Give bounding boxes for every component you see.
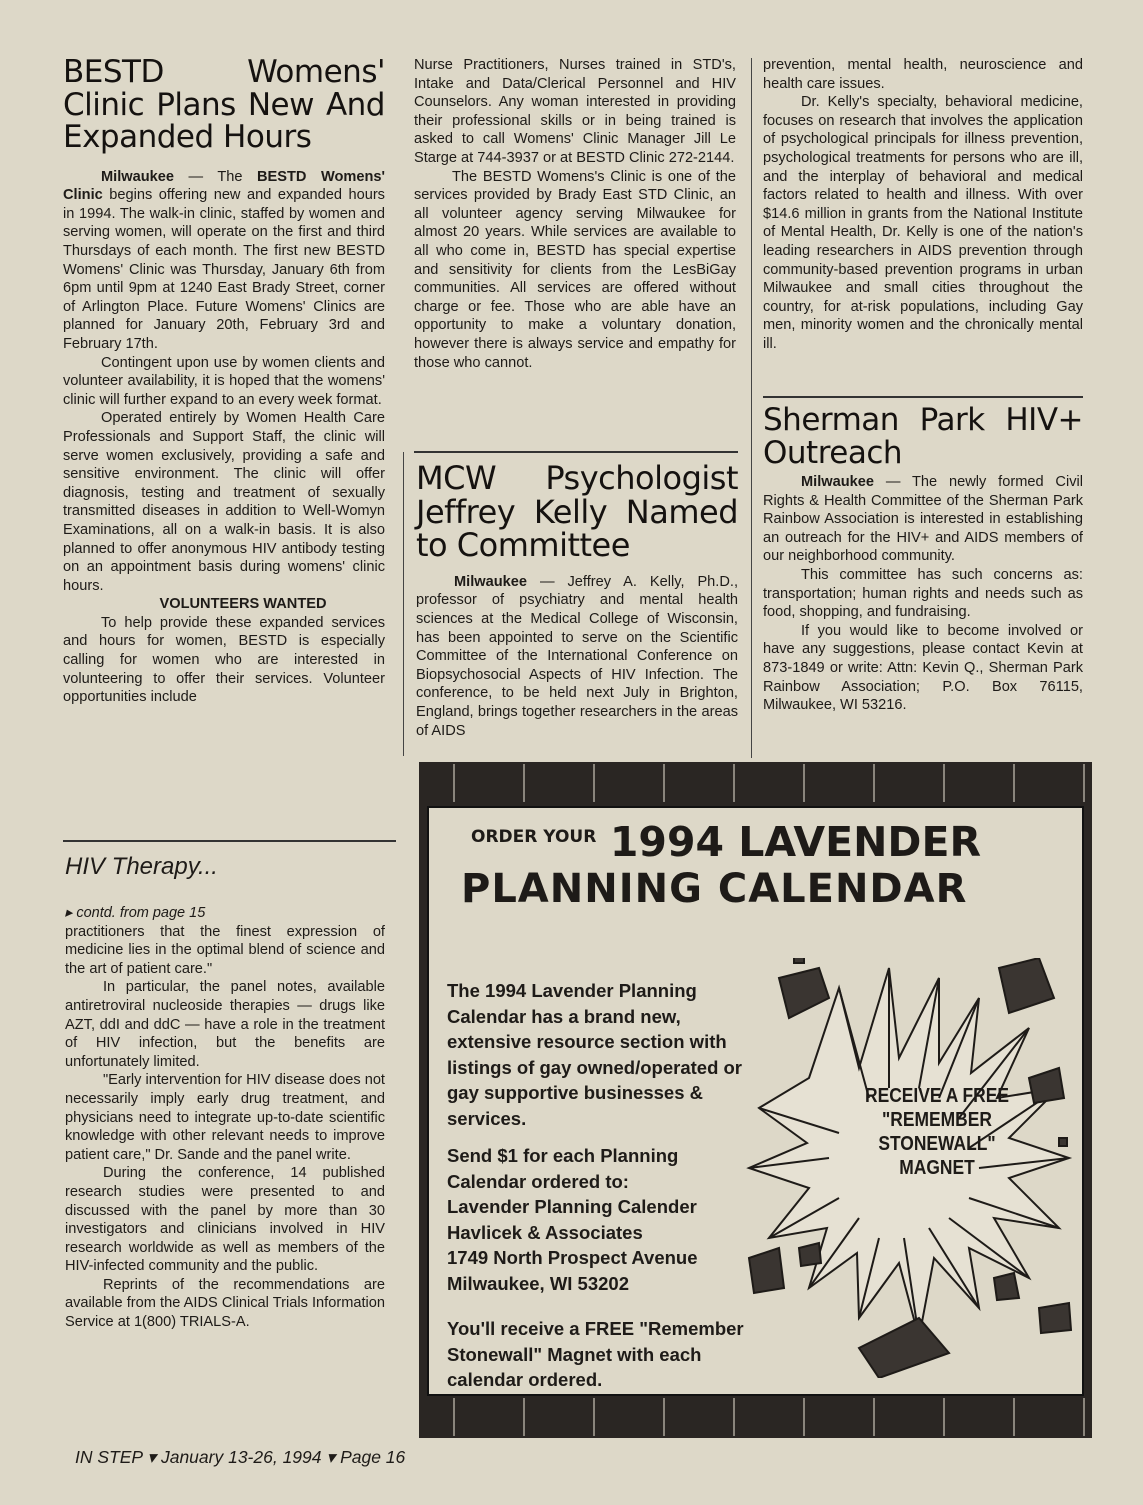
send-text: Send $1 for each Planning Calendar ordered to: (447, 1145, 679, 1192)
paragraph: Contingent upon use by women clients and volunteer availability, it is hoped that the womens' clinic will further expand to an every week format. (63, 354, 385, 408)
ad-body (447, 978, 747, 1405)
section-rule (414, 451, 738, 453)
continued-note (65, 904, 385, 923)
paragraph: practitioners that the finest expression of medicine lies in the optimal blend of science and the art of patient care." (65, 923, 385, 977)
article-hiv-therapy (65, 852, 385, 1332)
section-rule (63, 840, 396, 842)
subhead-volunteers: VOLUNTEERS WANTED (159, 596, 327, 613)
address-line: 1749 North Prospect Avenue (447, 1247, 698, 1268)
paragraph (763, 473, 1083, 566)
column-rule (751, 58, 752, 758)
paragraph: In particular, the panel notes, available antiretroviral nucleoside therapies — drugs like AZT, ddI and ddC — have a role in the treatment of HIV infection, but the benefits are unfortunately limited. (65, 979, 385, 1070)
address-line: Lavender Planning Calender (447, 1196, 697, 1217)
paragraph-text: begins offering new and expanded hours in 1994. The walk-in clinic, staffed by women and serving women, will operate on the first and third Thursdays of each month. The first new BESTD Womens' Clinic was Thursday, January 6th from 6pm until 9pm at 1240 East Brady Street, corner of Arlington Place. Future Womens' Clinics are planned for January 20th, February 3rd and February 17th. (63, 187, 385, 352)
dash: — The (188, 168, 243, 185)
headline-sherman: Sherman Park HIV+ Outreach (763, 402, 1083, 471)
publication-name: IN STEP (75, 1447, 143, 1467)
column-rule (403, 452, 404, 756)
paragraph: Operated entirely by Women Health Care Professionals and Support Staff, the clinic will serve women exclusively, providing a safe and sensitive environment. The clinic will offer diagnosis, testing and treatment of sexually transmitted diseases in addition to Well-Womyn Examinations, all on a walk-in basis. It is also planned to offer anonymous HIV antibody testing on an appointment basis during womens' clinic hours. (63, 410, 385, 594)
ad-description: The 1994 Lavender Planning Calendar has a brand new, extensive resource section with listings of gay owned/operated or gay supportive businesses & services. (447, 980, 743, 1129)
ad-title-line1 (471, 818, 981, 866)
brick-border-top (419, 764, 1092, 802)
dateline: Milwaukee (454, 573, 527, 590)
paragraph-text: — The newly formed Civil Rights & Health Committee of the Sherman Park Rainbow Association is interested in establishing an outreach for the HIV+ and AIDS members of our neighborhood community. (763, 474, 1083, 565)
article-mcw-kelly (416, 459, 738, 740)
paragraph: During the conference, 14 published research studies were presented to and discussed with the panel by more than 30 investigators and clinicians involved in HIV research worldwide as well as members of the HIV-infected community and the public. (65, 1165, 385, 1275)
stonewall-burst (739, 958, 1079, 1378)
paragraph: If you would like to become involved or have any suggestions, please contact Kevin at 873-1849 or write: Attn: Kevin Q., Sherman Park Rainbow Association; P.O. Box 76115, Milwaukee, WI 53216. (763, 622, 1083, 714)
paragraph: prevention, mental health, neuroscience and health care issues. (763, 57, 1083, 92)
paragraph: Nurse Practitioners, Nurses trained in STD's, Intake and Data/Clerical Personnel and HIV Counselors. Any woman interested in providing their professional skills or in being trained is asked to call Womens' Clinic Manager Jill Le Starge at 744-3937 or at BESTD Clinic 272-2144. (414, 57, 736, 166)
paragraph: This committee has such concerns as: transportation; human rights and needs such as food, shopping, and fundraising. (763, 567, 1083, 621)
article-mcw-continued (763, 56, 1083, 354)
address-line: Milwaukee, WI 53202 (447, 1272, 630, 1294)
dateline: Milwaukee (101, 168, 174, 185)
bullet-icon: ▾ (147, 1447, 157, 1467)
section-rule (763, 396, 1083, 398)
article-bestd-clinic (63, 56, 385, 707)
calendar-advertisement (419, 762, 1092, 1438)
dateline: Milwaukee (801, 474, 874, 491)
lead-bold: BESTD Womens' Clinic (63, 168, 385, 204)
issue-date: January 13-26, 1994 (160, 1447, 322, 1467)
ad-send-instruction (447, 1143, 747, 1296)
page-number: Page 16 (340, 1447, 406, 1467)
contd-text: contd. from page 15 (76, 905, 206, 921)
order-your-label: ORDER YOUR (471, 827, 597, 847)
paragraph-text: — Jeffrey A. Kelly, Ph.D., professor of psychiatry and mental health sciences at the Medical College of Wisconsin, has been appointed to serve on the Scientific Committee of the International Conference on Biopsychosocial Aspects of HIV Infection. The conference, to be held next July in Brighton, England, brings together researchers in the areas of AIDS (416, 573, 738, 739)
headline-mcw: MCW Psychologist Jeffrey Kelly Named to Committee (416, 459, 738, 565)
title-planning-calendar: PLANNING CALENDAR (461, 866, 968, 912)
paragraph: Reprints of the recommendations are available from the AIDS Clinical Trials Information Service at 1(800) TRIALS-A. (65, 1276, 385, 1331)
triangle-icon: ▸ (65, 905, 73, 921)
paragraph: The BESTD Womens's Clinic is one of the services provided by Brady East STD Clinic, an all volunteer agency serving Milwaukee for almost 20 years. While services are available to all who come in, BESTD has special expertise and sensitivity for clients from the LesBiGay communities. All services are offered without charge or fee. Those who are able have an opportunity to make a voluntary donation, however there is always service and empathy for those who cannot. (414, 168, 736, 371)
article-bestd-continued (414, 56, 736, 372)
ad-panel (427, 806, 1084, 1396)
ad-free-magnet: You'll receive a FREE "Remember Stonewall" Magnet with each calendar ordered. (447, 1318, 744, 1390)
paragraph (416, 573, 738, 740)
title-1994-lavender: 1994 LAVENDER (609, 818, 982, 866)
paragraph (63, 168, 385, 354)
bullet-icon: ▾ (326, 1447, 336, 1467)
burst-text: RECEIVE A FREE "REMEMBER STONEWALL" MAGNET (865, 1084, 1009, 1179)
headline-bestd: BESTD Womens' Clinic Plans New And Expanded Hours (63, 54, 385, 156)
paragraph: "Early intervention for HIV disease does not necessarily imply early drug treatment, and physicians need to integrate up-to-date scientific knowledge with other relevant needs to improve patient care," Dr. Sande and the panel write. (65, 1072, 385, 1163)
paragraph: To help provide these expanded services and hours for women, BESTD is especially calling for women who are interested in volunteering to offer their services. Volunteer opportunities include (63, 614, 385, 706)
headline-hiv-therapy: HIV Therapy... (65, 853, 218, 880)
page-footer (75, 1447, 405, 1468)
paragraph: Dr. Kelly's specialty, behavioral medicine, focuses on research that involves the application of psychological principals for illness prevention, psychological treatments for persons who are ill, and the interplay of behavioral and medical factors related to health and illness. With over $14.6 million in grants from the National Institute of Mental Health, Dr. Kelly is one of the nation's leading researchers in AIDS prevention through community-based prevention programs in urban Milwaukee and small cities throughout the country, for at-risk populations, including Gay men, minority women and the chronically mental ill. (763, 94, 1083, 352)
address-line: Havlicek & Associates (447, 1221, 643, 1243)
article-sherman-park (763, 404, 1083, 715)
